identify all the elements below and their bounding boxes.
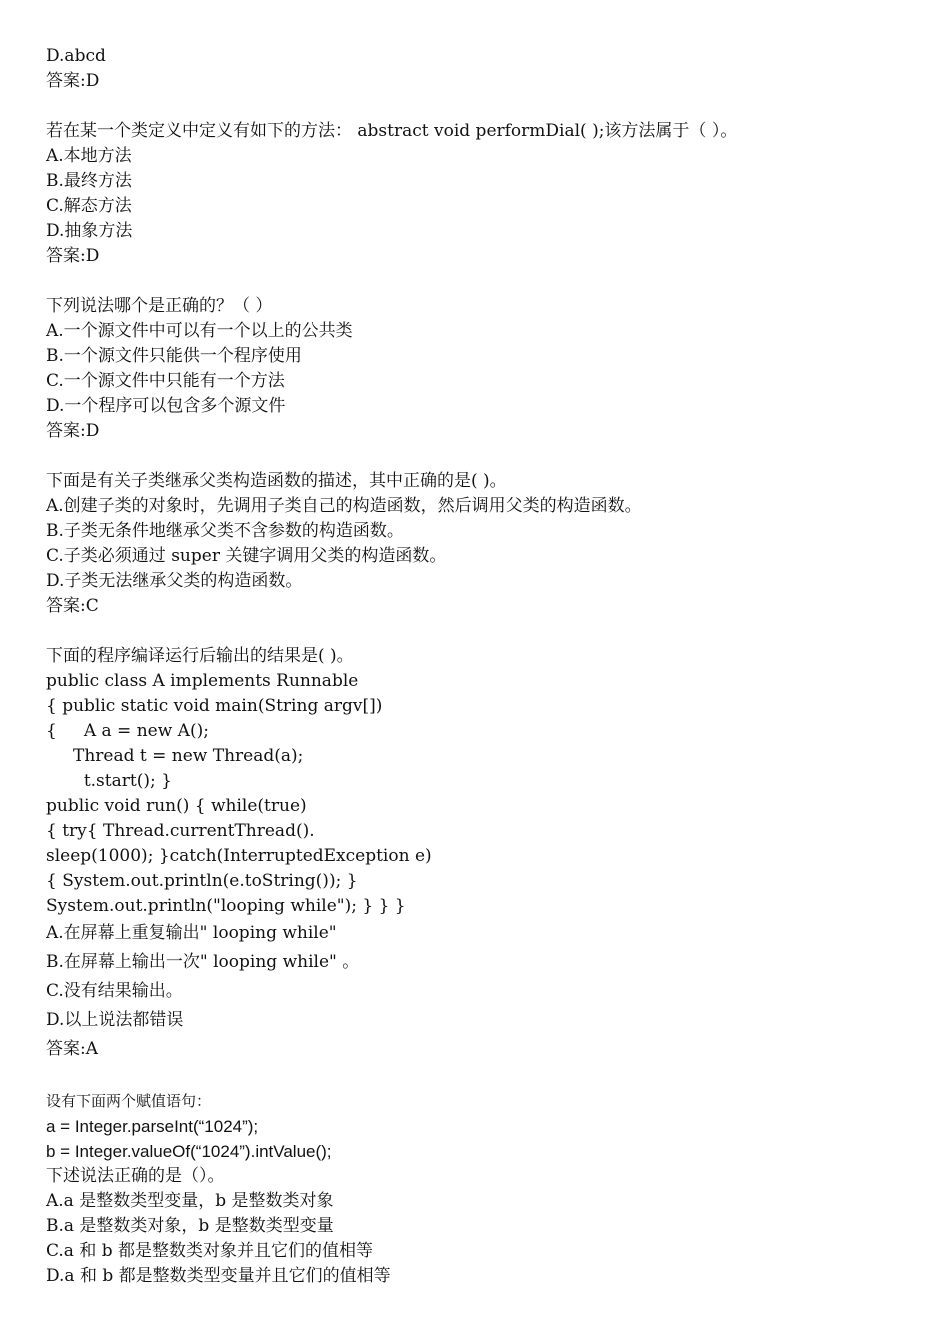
q4-stem: 下面的程序编译运行后输出的结果是( )。	[46, 646, 354, 666]
q1-option-b: B.最终方法	[46, 171, 132, 191]
q4-code-line: public class A implements Runnable	[46, 671, 359, 691]
q2-option-c: C.一个源文件中只能有一个方法	[46, 371, 285, 391]
q1-option-d: D.抽象方法	[46, 221, 133, 241]
q4-code-line: t.start(); }	[46, 771, 172, 791]
q4-code-line: sleep(1000); }catch(InterruptedException e)	[46, 846, 432, 866]
q3-option-d: D.子类无法继承父类的构造函数。	[46, 571, 303, 591]
q3-option-c: C.子类必须通过 super 关键字调用父类的构造函数。	[46, 546, 447, 566]
q5-option-b: B.a 是整数类对象，b 是整数类型变量	[46, 1216, 334, 1236]
q1-option-a: A.本地方法	[46, 146, 132, 166]
q4-answer: 答案:A	[46, 1039, 99, 1059]
spacer	[46, 444, 926, 469]
q4-option-c: C.没有结果输出。	[46, 981, 183, 1001]
q5-code-line: a = Integer.parseInt(“1024”);	[46, 1117, 259, 1136]
q4-code-line: public void run() { while(true)	[46, 796, 307, 816]
q5-intro: 设有下面两个赋值语句：	[46, 1092, 212, 1110]
q2-option-b: B.一个源文件只能供一个程序使用	[46, 346, 302, 366]
spacer	[46, 94, 926, 119]
q4-option-a: A.在屏幕上重复输出" looping while"	[46, 923, 337, 943]
q3-stem: 下面是有关子类继承父类构造函数的描述，其中正确的是( )。	[46, 471, 507, 491]
q4-code-line: { A a = new A();	[46, 721, 209, 741]
q3-option-a: A.创建子类的对象时，先调用子类自己的构造函数，然后调用父类的构造函数。	[46, 496, 642, 516]
q1-option-c: C.解态方法	[46, 196, 132, 216]
document-page	[46, 44, 926, 1289]
q1-answer: 答案:D	[46, 246, 100, 266]
q4-code-line: { try{ Thread.currentThread().	[46, 821, 315, 841]
q5-option-a: A.a 是整数类型变量，b 是整数类对象	[46, 1191, 334, 1211]
q3-answer: 答案:C	[46, 596, 99, 616]
q2-option-a: A.一个源文件中可以有一个以上的公共类	[46, 321, 353, 341]
spacer	[46, 619, 926, 644]
q5-option-c: C.a 和 b 都是整数类对象并且它们的值相等	[46, 1241, 374, 1261]
q0-option-d: D.abcd	[46, 46, 106, 66]
q4-code-line: Thread t = new Thread(a);	[46, 746, 304, 766]
q4-option-d: D.以上说法都错误	[46, 1010, 184, 1030]
q5-stem: 下述说法正确的是（）。	[46, 1166, 225, 1186]
spacer	[46, 1064, 926, 1089]
q2-answer: 答案:D	[46, 421, 100, 441]
q2-stem: 下列说法哪个是正确的？（ ）	[46, 296, 273, 316]
q1-stem: 若在某一个类定义中定义有如下的方法： abstract void performDial( );该方法属于（ ）。	[46, 121, 738, 141]
q5-code-line: b = Integer.valueOf(“1024”).intValue();	[46, 1142, 332, 1161]
q4-code-line: System.out.println("looping while"); } } }	[46, 896, 406, 916]
q5-option-d: D.a 和 b 都是整数类型变量并且它们的值相等	[46, 1266, 391, 1286]
q0-answer: 答案:D	[46, 71, 100, 91]
q4-code-line: { System.out.println(e.toString()); }	[46, 871, 358, 891]
spacer	[46, 269, 926, 294]
q2-option-d: D.一个程序可以包含多个源文件	[46, 396, 286, 416]
q3-option-b: B.子类无条件地继承父类不含参数的构造函数。	[46, 521, 404, 541]
q4-code-line: { public static void main(String argv[])	[46, 696, 383, 716]
q4-option-b: B.在屏幕上输出一次" looping while" 。	[46, 952, 360, 972]
